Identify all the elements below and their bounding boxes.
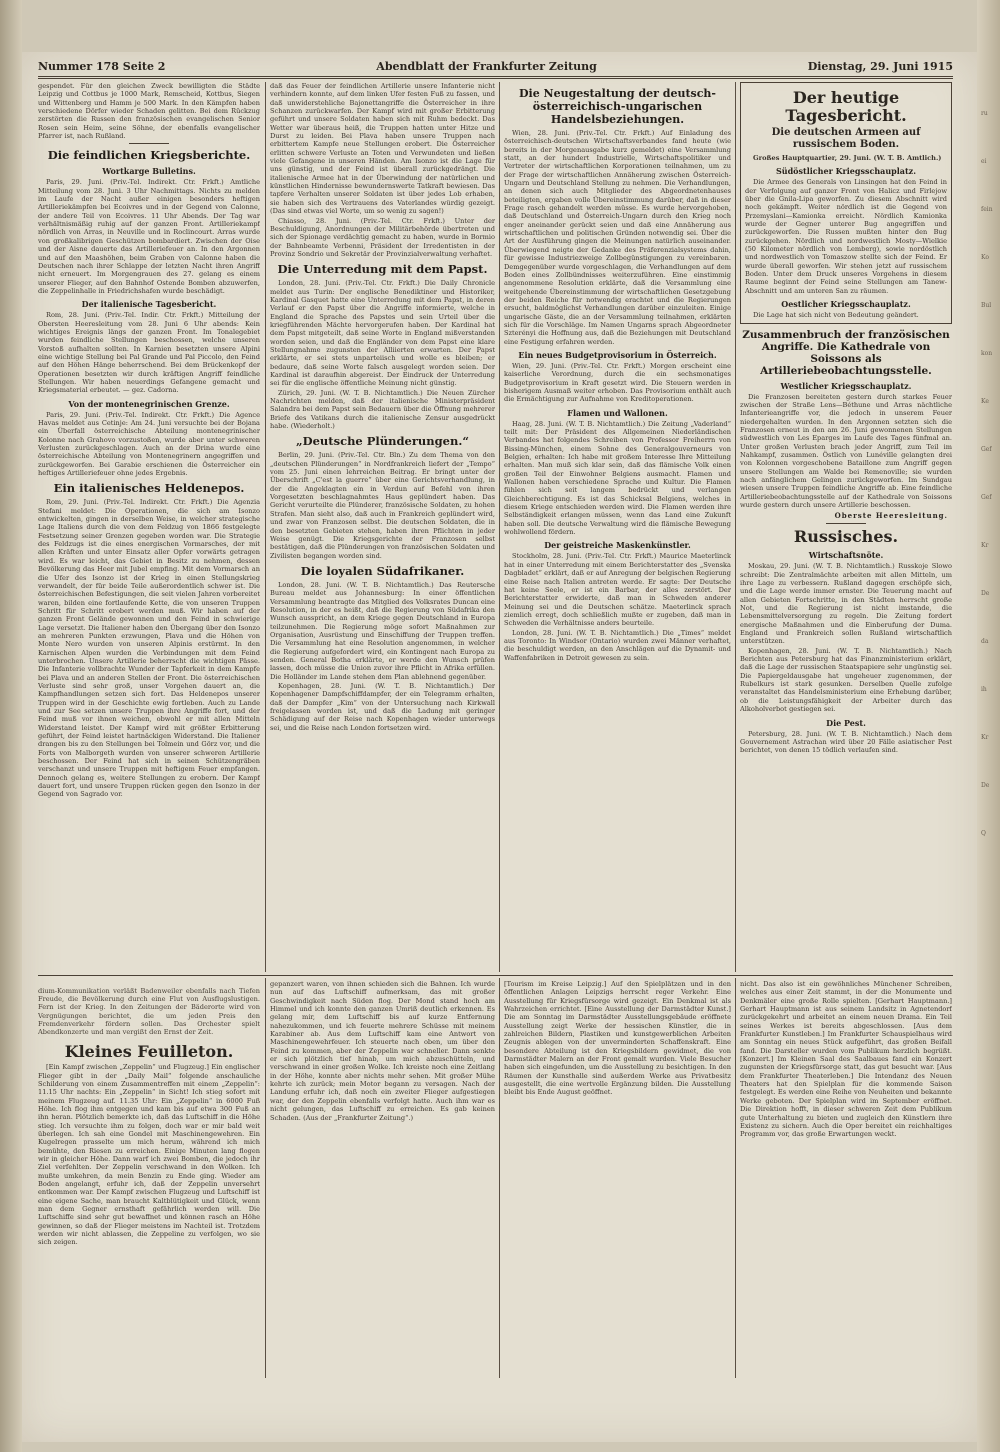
article-copenhagen: Kopenhagen, 28. Juni. (W. T. B. Nichtamtlich.) Der Kopenhagener Dampfschiffdampfer, der ein Telegramm erhalten, daß der Dampfer „Kim“ von der Untersuchung nach Kirkwall freigelassen worden ist, und daß die Ladung mit geringer Schädigung auf der Reise nach Kopenhagen wieder unterwegs sei, und die Reise nach London fortsetzen wird. — [270, 682, 495, 732]
article-london-pope: London, 28. Juni. (Priv.-Tel. Ctr. Frkft.) Die Daily Chronicle meldet aus Turin: Der englische Benediktiner und Historiker, Kardinal Gasquet hatte eine Unterredung mit dem Papst, in deren Verlauf er den Papst über die Angriffe informierte, welche in England die Sprache des Papstes und sein Urteil über die kriegführenden Mächte hervorgerufen haben. Der Kardinal hat dem Papst mitgeteilt, daß seine Worte in England mißverstanden worden seien, und daß die Engländer von dem Papst eine klare Stellungnahme zugunsten der Alliierten erwarten. Der Papst erklärte, er sei stets unparteiisch und wolle es bleiben; er bedaure, daß seine Worte falsch ausgelegt worden seien. Der Kardinal ist daraufhin abgereist. Der Eindruck der Unterredung sei für die englische öffentliche Meinung nicht günstig. — [270, 279, 495, 388]
feuilleton-arts: nicht. Das also ist ein gewöhnliches Münchener Schreiben, welches aus einer Zeit stammt, in der die Monumente und Denkmäler eine große Rolle spielten. [Gerhart Hauptmann.] Gerhart Hauptmann ist aus seinem Landsitz in Agnetendorf zurückgekehrt und arbeitet an einem neuen Drama. Ein Teil seines Werkes ist bereits abgeschlossen. [Aus dem Frankfurter Kunstleben.] Im Frankfurter Schauspielhaus wird am Sonntag ein neues Stück aufgeführt, das großen Beifall fand. Die Darsteller wurden vom Publikum herzlich begrüßt. [Konzert.] Im Kleinen Saal des Saalbaues fand ein Konzert zugunsten der Kriegsfürsorge statt, das gut besucht war. [Aus dem Frankfurter Theaterleben.] Die Intendanz des Neuen Theaters hat den Spielplan für die kommende Saison festgelegt. Es werden eine Reihe von Neuheiten und bekannte Werke geboten. Der Spielplan wird im September eröffnet. Die Direktion hofft, in dieser schweren Zeit dem Publikum gute Unterhaltung zu bieten und zugleich den Künstlern ihre Existenz zu sichern. Auch die Oper bereitet ein reichhaltiges Programm vor, das große Erwartungen weckt. — [740, 980, 952, 1139]
article-haag: Haag, 28. Juni. (W. T. B. Nichtamtlich.) Die Zeitung „Vaderland“ teilt mit: Der Präsident des Allgemeinen Niederländischen Verbandes hat folgendes Schreiben von Professor Freiherrn von Bissing-München, einem Sohne des Generalgouverneurs von Belgien, erhalten: Ich habe mit großem Interesse Ihre Mitteilung erhalten. Man muß sich klar sein, daß das flämische Volk einen großen Teil der Einwohner Belgiens ausmacht. Flamen und Wallonen haben verschiedene Sprache und Kultur. Die Flamen fühlen sich seit langem bedrückt und verlangen Gleichberechtigung. Es ist das Schicksal Belgiens, welches in diesem Kriege entschieden werden wird. Die Flamen werden ihre Selbständigkeit erlangen müssen, wenn das Land eine Zukunft haben soll. Die deutsche Verwaltung wird die flämische Bewegung wohlwollend fördern. — [504, 419, 731, 537]
column-rule-b3 — [735, 978, 736, 1378]
heading-french-collapse: Zusammenbruch der französischen Angriffe. Die Kathedrale von Soissons als Artilleriebeobachtungsstelle. — [742, 328, 950, 377]
article-cetinje: Paris, 29. Juni. (Priv.-Tel. Indirekt. Ctr. Frkft.) Die Agence Havas meldet aus Cetinje: Am 24. Juni versuchte bei der Bojana ein Überfall österreichische Abteilung montenegrinischer Kolonne nach Grahovo vorzustoßen, wurde aber unter schweren Verlusten zurückgeschlagen. Auch an der Drina wurde eine österreichische Abteilung von Montenegrinern angegriffen und zurückgeworfen. Bei Garabie erschienen die Österreicher ein heftiges Artilleriefeuer ohne jedes Ergebnis. — [38, 410, 260, 478]
adjacent-page-fragment: De — [981, 782, 990, 789]
article-vienna-budget: Wien, 29. Juni. (Priv.-Tel. Ctr. Frkft.) Morgen erscheint eine kaiserliche Verordnung, durch die ein sechsmonatiges Budgetprovisorium in Kraft gesetzt wird. Die Steuern werden in bisherigem Ausmaß weiter erhoben. Das Provisorium enthält auch die Ermächtigung zur Aufnahme von Kreditoperationen. — [504, 361, 731, 404]
adjacent-page-fragment: Q — [981, 830, 986, 837]
heading-south-africans: Die loyalen Südafrikaner. — [300, 563, 465, 578]
issue-date: Dienstag, 29. Juni 1915 — [807, 59, 953, 73]
adjacent-page-fragment: Ko — [981, 254, 989, 261]
scan-background-top — [0, 0, 1000, 52]
masthead — [38, 57, 953, 75]
column-3 — [504, 82, 731, 972]
article-vienna: Wien, 28. Juni. (Priv.-Tel. Ctr. Frkft.) Auf Einladung des österreichisch-deutschen Wirtschaftsverbandes fand heute (wie bereits in der Morgenausgabe kurz gemeldet) eine Versammlung statt, an der hundert Industrielle, Wirtschaftspolitiker und Vertreter der wirtschaftlichen Korporationen teilnahmen, um zu der Frage der wirtschaftlichen Annäherung zwischen Österreich-Ungarn und Deutschland Stellung zu nehmen. Die Verhandlungen, an denen sich auch Mitglieder des Abgeordnetenhauses beteiligten, ergaben volle Übereinstimmung darüber, daß in dieser Frage rasch gehandelt werden müsse. Es wurde hervorgehoben, daß Deutschland und Österreich-Ungarn durch den Krieg noch enger aneinander gerückt seien und daß eine Annäherung aus wirtschaftlichen und politischen Gründen notwendig sei. Über die Art der Ausführung gingen die Meinungen natürlich auseinander. Überwiegend neigte der Gedanke des Präferenzialsystems dahin, für gewisse Industriezweige Zollbegünstigungen zu vereinbaren. Demgegenüber wurde vorgeschlagen, die Verhandlungen auf dem Boden eines Zollbündnisses weiterzuführen. Eine einstimmig angenommene Resolution erklärte, daß die Versammlung eine weitgehende Übereinstimmung der wirtschaftlichen Gesetzgebung der beiden Reiche für notwendig erachtet und die Regierungen ersucht, baldmöglichst Verhandlungen darüber einzuleiten. Einige ungarische Gäste, die an der Versammlung teilnahmen, erklärten sich für die Vorschläge. Im Namen Ungarns sprach Abgeordneter Szterényi die Hoffnung aus, daß die Beziehungen mit Deutschland eine Festigung erfahren werden. — [504, 129, 731, 346]
adjacent-page-fragment: Gef — [981, 494, 992, 501]
column-1 — [38, 82, 260, 972]
article-rome: Rom, 28. Juni. (Priv.-Tel. Indir. Ctr. Frkft.) Mitteilung der Obersten Heeresleitung vom 28. Juni 6 Uhr abends: Kein wichtiges Ereignis längs der ganzen Front. Im Tonalegebiet wurden feindliche Stellungen beschossen, welche unseren Vorstoß aufhalten sollten. In Karnien besetzten unsere Alpini eine wichtige Stellung bei Pal Grande und Pal Piccolo, den Feind auf den Höhen Hänge beherrschend. Bei dem Brückenkopf der Operationen besetzten wir durch kräftigen Angriff feindliche Stellungen. Wir haben neuerdings Gefangene gemacht und Kriegsmaterial erbeutet. — gez. Cadorna. — [38, 311, 260, 395]
subheading-bulletins: Wortkarge Bulletins. — [102, 166, 196, 177]
article-petersburg: Petersburg, 28. Juni. (W. T. B. Nichtamtlich.) Nach dem Gouvernement Astrachan wird über 20 Fälle asiatischer Pest berichtet, von denen 15 tödlich verlaufen sind. — [740, 729, 952, 755]
section-rule-2 — [826, 523, 866, 524]
adjacent-page-fragment: Ke — [981, 398, 989, 405]
feuilleton-col-1 — [38, 980, 260, 1378]
adjacent-page-fragment: ih — [981, 686, 987, 693]
page-number: Nummer 178 Seite 2 — [38, 59, 166, 73]
heading-pope-interview: Die Unterredung mit dem Papst. — [277, 262, 488, 277]
column-rule-2 — [499, 82, 500, 972]
article-southeast: Die Armee des Generals von Linsingen hat den Feind in der Verfolgung auf ganzer Front von Halicz und Firlejow über die Gnila-Lipa geworfen. Zu diesem Abschnitt wird noch gekämpft. Weiter nördlich ist die Gegend von Przemyslani—Kamionka erreicht. Nördlich Kamionka wurde der Gegner unterer Bug angegriffen und zurückgeworfen. Die Russen mußten hinter den Bug zurückgehen. Nördlich und nordwestlich Mosty—Wielkie (50 Kilometer nördlich von Lemberg), sowie nordöstlich und nordwestlich von Tomaszow stellte sich der Feind. Er wurde überall geworfen. Wir stehen jetzt auf russischem Boden. Unter dem Druck unseres Vorgehens in diesem Raume beginnt der Feind seine Stellungen am Tanew-Abschnitt und am unteren San zu räumen. — [745, 178, 947, 295]
masthead-rule — [38, 76, 953, 77]
adjacent-page-fragment: fein — [981, 206, 993, 213]
adjacent-page-fragment: da — [981, 638, 989, 645]
article-copenhagen-2: Kopenhagen, 28. Juni. (W. T. B. Nichtamtlich.) Nach Berichten aus Petersburg hat das Finanzministerium erklärt, daß die Lage der russischen Staatspapiere sehr ungünstig sei. Die Papiergeldausgabe hat ungeheuer zugenommen, der Rubelkurs ist stark gesunken. Derselben Quelle zufolge veranstaltet das Handelsministerium eine Erhebung darüber, ob die Leistungsfähigkeit der Arbeiter durch das Alkoholverbot gestiegen sei. — [740, 646, 952, 714]
heading-east-front: Oestlicher Kriegsschauplatz. — [781, 299, 911, 310]
article-west: Die Franzosen bereiteten gestern durch starkes Feuer zwischen der Straße Lens—Béthune und Arras nächtliche Infanterieangriffe vor, die jedoch in unserem Feuer niedergehalten wurden. In den Argonnen setzten sich die Franzosen erneut in den am 26. Juni gewonnenen Stellungen südwestlich von Les Eparges im Laufe des Tages fünfmal an. Unter großen Verlusten brach jeder Angriff, zum Teil im Nahkampf, zusammen. Östlich von Lunéville gelangten drei von Kolonnen vorgeschobene Bataillone zum Angriff gegen unsere Stellungen am Walde bei Remenoville; sie wurden nach anfänglichem Gelingen zurückgeworfen. Im Sundgau wiesen unsere Truppen feindliche Angriffe ab. Eine feindliche Artilleriebeobachtungsstelle auf der Kathedrale von Soissons wurde gestern durch unsere Artillerie beschossen. — [740, 392, 952, 509]
hq-dateline: Großes Hauptquartier, 29. Juni. (W. T. B. Amtlich.) — [753, 154, 942, 162]
article-johannesburg: London, 28. Juni. (W. T. B. Nichtamtlich.) Das Reutersche Bureau meldet aus Johannesburg: In einer öffentlichen Versammlung beantragte das Mitglied des Volksrates Duncan eine Resolution, in der es heißt, daß die Regierung von Südafrika den Wunsch ausspricht, an dem Kriege gegen Deutschland in Europa teilzunehmen. Die Regierung möge sofort Maßnahmen zur Organisation, Ausrüstung und Einschiffung der Truppen treffen. Die Versammlung hat eine Resolution angenommen, in welcher die Regierung aufgefordert wird, ein Kontingent nach Europa zu senden. General Botha erklärte, er werde den Wunsch prüfen lassen, doch müsse die Union zuvor ihre Pflicht in Afrika erfüllen. Die Holländer im Lande stehen dem Plan ablehnend gegenüber. — [270, 580, 495, 681]
heading-montenegro: Von der montenegrinischen Grenze. — [68, 398, 230, 409]
column-4 — [740, 82, 952, 972]
column-2 — [270, 82, 495, 972]
article-moscow: Moskau, 29. Juni. (W. T. B. Nichtamtlich.) Russkoje Slowo schreibt: Die Zentralmächte arbeiten mit allen Mitteln, um ihre Lage zu verbessern. Rußland dagegen erschöpfe sich, und die Lage werde immer ernster. Die Teuerung macht auf allen Gebieten Fortschritte, in den Städten herrscht große Not, und die Regierung ist nicht imstande, die Lebensmittelversorgung zu regeln. Die Zeitung fordert energische Maßnahmen und die Einberufung der Duma. England und Frankreich sollen Rußland wirtschaftlich unterstützen. — [740, 562, 952, 646]
adjacent-page-fragment: Kr — [981, 734, 989, 741]
heading-small-feuilleton: Kleines Feuilleton. — [64, 1042, 234, 1062]
adjacent-page-fragment: ru — [981, 110, 988, 117]
column-rule-3 — [735, 82, 736, 972]
adjacent-page-fragment: Kr — [981, 542, 989, 549]
feuilleton-intro: dium-Kommunikation verläßt Badenweiler ebenfalls nach Tiefen Freude, die Bevölkerung durch eine Flut von Ausflugslustigen. Fern ist der Krieg. In den Zeitungen der Bäderorte wird von Vergnügungen berichtet, die um jeden Preis den Fremdenverkehr fördern sollen. Das Orchester spielt Abendkonzerte und man vergißt den Ernst der Zeit. — [38, 986, 260, 1037]
column-rule-b2 — [499, 978, 500, 1378]
feuilleton-col-2 — [270, 980, 495, 1378]
article-zurich: Zürich, 29. Juni. (W. T. B. Nichtamtlich.) Die Neuen Zürcher Nachrichten melden, daß der italienische Ministerpräsident Salandra bei dem Papst sein Bedauern über die Öffnung mehrerer Briefe des Vatikans durch die italienische Zensur ausgedrückt habe. (Wiederholt.) — [270, 388, 495, 431]
heading-plague: Die Pest. — [826, 717, 866, 728]
heading-italian-report: Der italienische Tagesbericht. — [81, 299, 217, 310]
heading-southeast-front: Südöstlicher Kriegsschauplatz. — [775, 166, 916, 177]
adjacent-page-fragment: ei — [981, 158, 987, 165]
feuilleton-divider — [38, 975, 953, 976]
feuilleton-zeppelin-cont: gepanzert waren, von ihnen schieden sich die Bahnen. Ich wurde nun auf das Luftschiff aufmerksam, das mit großer Geschwindigkeit nach Süden flog. Der Mond stand hoch am Himmel und ich konnte den ganzen Umriß deutlich erkennen. Es gelang mir, dem Luftschiff bis auf kurze Entfernung nahezukommen, und ich feuerte mehrere Schüsse mit meinem Karabiner ab. Aus dem Luftschiff kam eine Antwort von Maschinengewehrfeuer. Ich steuerte nach oben, um über den Feind zu kommen, aber der Zeppelin war schneller. Dann senkte er sich plötzlich tief hinab, um mich abzuschütteln, und verschwand in einer großen Wolke. Ich kreiste noch eine Zeitlang in der Höhe, konnte aber nichts mehr sehen. Mit großer Mühe kehrte ich zurück; mein Motor begann zu versagen. Nach der Landung erfuhr ich, daß noch ein zweiter Flieger aufgestiegen war, der den Zeppelin ebenfalls verfolgt hatte. Auch ihm war es nicht gelungen, das Luftschiff zu erreichen. Es gab keinen Schaden. (Aus der „Frankfurter Zeitung“.) — [270, 980, 495, 1122]
adjacent-page-fragment: De — [981, 590, 990, 597]
heading-west-front: Westlicher Kriegsschauplatz. — [780, 380, 912, 391]
adjacent-page-strip — [977, 0, 1000, 1452]
heading-enemy-reports: Die feindlichen Kriegsberichte. — [47, 148, 251, 163]
heading-flemings: Flamen und Wallonen. — [567, 407, 668, 418]
adjacent-page-fragment: Gef — [981, 446, 992, 453]
article-stefani: Rom, 29. Juni. (Priv.-Tel. Indirekt. Ctr. Frkft.) Die Agenzia Stefani meldet: Die Operationen, die sich am Isonzo entwickelten, gingen in derselben Weise, in welcher strategische Lage Italiens durch die von dem Feldzug von 1866 festgelegte Festsetzung seiner Grenzen gegeben worden war. Die Strategie des Feldzugs ist die eines energischen Vormarsches, der mit allen Kräften und unter Einsatz aller Opfer vorwärts getragen wird. Es war leicht, das Gebiet in Besitz zu nehmen, dessen Bevölkerung das Heer mit Jubel empfing. Mit dem Vormarsch an die Ufer des Isonzo ist der Krieg in einen Stellungskrieg verwandelt, der für beide Teile außerordentlich schwer ist. Die österreichischen Befestigungen, die seit vielen Jahren vorbereitet waren, bilden eine fortlaufende Kette, die von unseren Truppen Schritt für Schritt erobert werden muß. Wir haben auf der ganzen Front Gelände gewonnen und den Feind in schwierige Lage versetzt. Die Italiener haben den Übergang über den Isonzo an mehreren Punkten erzwungen, Plava und die Höhen von Monte Nero wurden von unseren Alpinis erstürmt. In den Karnischen Alpen wurden die Verbindungen mit dem Feind unterbrochen. Unsere Artillerie beherrscht die wichtigen Pässe. Die Infanterie vollbrachte Wunder der Tapferkeit in dem Kampfe bei Plava und an anderen Stellen der Front. Die österreichischen Verluste sind sehr groß, unser Vorgehen dauert an, die Kampfhandlungen setzen sich fort. Das Heldenepos unserer Truppen wird in der Geschichte ewig fortleben. Auch zu Lande und zur See setzen unsere Truppen ihre Angriffe fort, und der Feind muß vor ihnen weichen, obwohl er mit allen Mitteln Widerstand leistet. Der Kampf wird mit größter Erbitterung geführt, der Feind leistet hartnäckigen Widerstand. Die Italiener drangen bis zu den Stellungen bei Tolmein und Görz vor, und die Forts von Malborgeth wurden von unserer schweren Artillerie beschossen. Der Feind hat sich in seinen Schützengräben verschanzt und unsere Truppen mit heftigem Feuer empfangen. Dennoch gelang es, weitere Stellungen zu erobern. Der Kampf dauert fort, und unsere Truppen rücken gegen den Isonzo in der Gegend von Sagrado vor. — [38, 498, 260, 799]
adjacent-page-fragment: kon — [981, 350, 993, 357]
adjacent-page-fragment: Bul — [981, 302, 992, 309]
feuilleton-col-3 — [504, 980, 731, 1378]
col1-intro: gespendet. Für den gleichen Zweck bewilligten die Städte Leipzig und Cottbus je 1000 Mark, Remscheid, Kottbus, Siegen und Wittenberg und Hamm je 500 Mark. In den Kämpfen haben verschiedene Dörfer wieder Schaden gelitten. Bei dem Rückzug zerstörten die Russen den französischen evangelischen Senior Rosen sein Heim, seine Söhne, der ebenfalls evangelischer Pfarrer ist, nach Rußland. — [38, 82, 260, 141]
article-london-times: London, 28. Juni. (W. T. B. Nichtamtlich.) Die „Times“ meldet aus Toronto: In Windsor (Ontario) wurden zwei Männer verhaftet, die beschuldigt werden, an den Anschlägen auf die Dynamit- und Waffenfabriken in Detroit gewesen zu sein. — [504, 628, 731, 662]
heading-daily-report: Der heutige Tagesbericht. — [785, 88, 907, 125]
feuilleton-col-4 — [740, 980, 952, 1378]
feuilleton-misc: [Tourism im Kreise Leipzig.] Auf den Spielplätzen und in den öffentlichen Anlagen Leipzigs herrscht reger Verkehr. Eine Ausstellung für Kriegsfürsorge wird gezeigt. Ein Denkmal ist als Wahrzeichen errichtet. [Eine Ausstellung der Darmstädter Kunst.] Die am Sonntag im Darmstädter Ausstellungsgebäude eröffnete Ausstellung zeigt Werke der hessischen Künstler, die in zahlreichen Bildern, Plastiken und kunstgewerblichen Arbeiten Zeugnis ablegen von der unverminderten Schaffenskraft. Eine besondere Abteilung ist den Kriegsbildern gewidmet, die von Darmstädter Malern an der Front gemalt wurden. Viele Besucher haben sich eingefunden, um die Ausstellung zu besichtigen. In den Räumen der Kunsthalle sind außerdem Werke aus Privatbesitz ausgestellt, die eine wertvolle Ergänzung bilden. Die Ausstellung bleibt bis Ende August geöffnet. — [504, 980, 731, 1097]
subheading-economic: Wirtschaftsnöte. — [808, 550, 884, 561]
subheading-russian-soil: Die deutschen Armeen auf russischem Boden. — [771, 127, 921, 150]
daily-report-box — [740, 82, 952, 324]
masthead-rule-2 — [38, 78, 953, 79]
heading-trade-relations: Die Neugestaltung der deutsch-österreichisch-ungarischen Handelsbeziehungen. — [518, 87, 716, 126]
column-rule-b1 — [265, 978, 266, 1378]
newspaper-title: Abendblatt der Frankfurter Zeitung — [376, 59, 597, 73]
section-rule — [129, 143, 169, 144]
column-rule-1 — [265, 82, 266, 972]
feuilleton-zeppelin: [Ein Kampf zwischen „Zeppelin“ und Flugzeug.] Ein englischer Flieger gibt in der „Daily Mail“ folgende anschauliche Schilderung von einem Zusammentreffen mit einem „Zeppelin“: 11.15 Uhr nachts: Ein „Zeppelin“ in Sicht! Ich stieg sofort mit meinem Flugzeug auf. 11.35 Uhr: Ein „Zeppelin“ in 6000 Fuß Höhe. Ich flog ihm entgegen und kam bis auf etwa 300 Fuß an ihn heran. Plötzlich bemerkte ich, daß das Luftschiff in die Höhe stieg. Ich versuchte ihm zu folgen, doch war er mir bald weit überlegen. Ich sah eine Gondel mit Maschinengewehren. Ein Kugelregen prasselte um mich herum, während ich mich bemühte, den Riesen zu erreichen. Einige Minuten lang flogen wir in gleicher Höhe. Dann warf ich zwei Bomben, die jedoch ihr Ziel verfehlten. Der Zeppelin verschwand in den Wolken. Ich mußte umkehren, da mein Benzin zu Ende ging. Wieder am Boden angelangt, erfuhr ich, daß der Zeppelin unversehrt entkommen war. Der Kampf zwischen Flugzeug und Luftschiff ist eine eigene Sache, man braucht Kaltblütigkeit und Glück, wenn man dem Gegner ernsthaft gefährlich werden will. Die Luftschiffe sind sehr gut bewaffnet und können rasch an Höhe gewinnen, so daß der Flieger meistens im Nachteil ist. Trotzdem werden wir nicht ablassen, die Zeppeline zu verfolgen, wo sie sich zeigen. — [38, 1063, 260, 1247]
signoff-ohl: Oberste Heeresleitung. — [834, 511, 948, 521]
article-paris: Paris, 29. Juni. (Priv.-Tel. Indirekt. Ctr. Frkft.) Amtliche Mitteilung vom 28. Juni. 3 Uhr Nachmittags. Nichts zu melden im Laufe der Nacht außer einigen besonders heftigen Artilleriekämpfen bei Ecoivres und in der Gegend von Calonne, der andere Teil von Ecoivres. 11 Uhr Abends. Der Tag war verhältnismäßig ruhig auf der ganzen Front. Artilleriekampf nördlich von Arras, in Neuville und in Roclincourt. Arras wurde von großkalibrigen Geschützen bombardiert. Zwischen der Oise und der Aisne dauerte das Artilleriefeuer an. In den Argonnen und auf den Maashöhen, beim Graben von Calonne haben die Deutschen nach ihrer Schlappe der letzten Nacht ihren Angriff nicht erneuert. Im Morgengrauen des 27. gelang es einem unserer Flieger, auf den Bahnhof Ostende Bomben abzuwerfen, die Zeppelinhalle in Friedrichshafen wurde beschädigt. — [38, 178, 260, 295]
page-fold-left — [0, 0, 22, 1452]
article-stockholm: Stockholm, 28. Juni. (Priv.-Tel. Ctr. Frkft.) Maurice Maeterlinck hat in einer Unterredung mit einem Berichterstatter des „Svenska Dagbladet“ erklärt, daß er auf Anregung der belgischen Regierung eine Reise nach Italien antreten werde. Er sagte: Der Deutsche hat keine Seele, er ist ein Barbar, der alles zerstört. Der Berichterstatter erwiderte, daß man in Schweden anderer Meinung sei und die Deutschen schätze. Maeterlinck sprach ziemlich erregt, doch schließlich mußte er zugeben, daß man in Schweden die Verhältnisse anders beurteile. — [504, 552, 731, 628]
heading-mask-artist: Der geistreiche Maskenkünstler. — [544, 540, 691, 551]
heading-plunder: „Deutsche Plünderungen.“ — [296, 434, 469, 449]
heading-italian-epic: Ein italienisches Heldenepos. — [53, 481, 245, 496]
col2-continuation: daß das Feuer der feindlichen Artillerie unsere Infanterie nicht verhindern konnte, auf dem linken Ufer festen Fuß zu fassen, und daß unwiderstehliche Bajonettangriffe die Österreicher in ihre Schanzen zurückwarfen. Der Kampf wird mit großer Erbitterung geführt und unsere Soldaten haben sich mit Ruhm bedeckt. Das Wetter war überaus heiß, die Truppen hatten unter Hitze und Durst zu leiden. Bei Plava haben unsere Truppen nach erbittertem Kampfe neue Stellungen erobert. Die Österreicher erlitten schwere Verluste an Toten und Verwundeten und ließen viele Gefangene in unseren Händen. Am Isonzo ist die Lage für uns günstig, und der Feind ist überall zurückgedrängt. Die italienische Armee hat in der Überwindung der natürlichen und künstlichen Hindernisse bewundernswerte Tatkraft bewiesen. Das tapfere Verhalten unserer Soldaten ist über jedes Lob erhaben, sie haben sich des Vertrauens des Vaterlandes würdig gezeigt. (Das sind etwas viel Worte, um so wenig zu sagen!) — [270, 82, 495, 216]
article-chiasso: Chiasso, 28. Juni. (Priv.-Tel. Ctr. Frkft.) Unter der Beschuldigung, Anordnungen der Militärbehörde übertreten und sich der Spionage verdächtig gemacht zu haben, wurde in Bormio der Bahnbeamte Verbenni, Präsident der Irredentisten in der Provinz Sondrio und Sekretär der Provinzialverwaltung verhaftet. — [270, 216, 495, 258]
article-east: Die Lage hat sich nicht von Bedeutung geändert. — [753, 311, 919, 320]
article-berlin: Berlin, 29. Juni. (Priv.-Tel. Ctr. Bln.) Zu dem Thema von den „deutschen Plünderungen“ in Nordfrankreich liefert der „Tempo“ vom 25. Juni einen lehrreichen Beitrag. Er bringt unter der Überschrift „C'est la guerre“ über eine Gerichtsverhandlung, in der die Angeklagten ein in Verdun auf Befehl von ihren Vorgesetzten beschlagnahmtes Haus geplündert haben. Das Gericht verurteilte die Plünderer, französische Soldaten, zu hohen Strafen. Man sieht also, daß auch in Frankreich geplündert wird, und zwar von Franzosen selbst. Die deutschen Soldaten, die in den besetzten Gebieten stehen, haben ihren Pflichten in jeder Weise genügt. Die Kriegsgerichte der Franzosen selbst bestätigen, daß die Plünderungen von französischen Soldaten und Zivilisten begangen worden sind. — [270, 451, 495, 560]
heading-russian: Russisches. — [793, 527, 899, 547]
heading-budget: Ein neues Budgetprovisorium in Österreich. — [518, 349, 717, 360]
